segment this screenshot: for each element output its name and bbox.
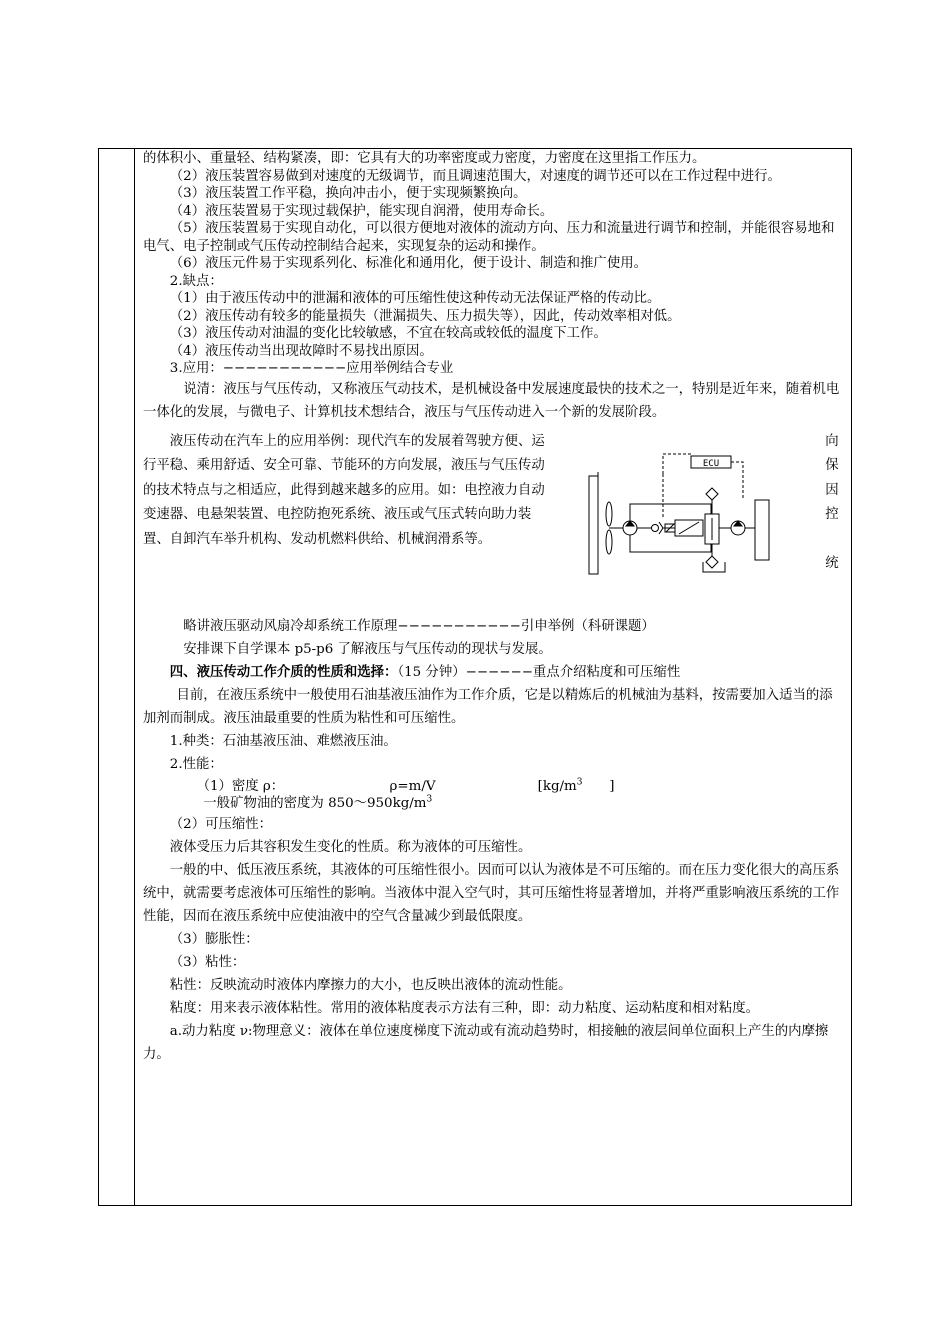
compress-heading: （2）可压缩性： bbox=[169, 816, 273, 832]
ecu-signal-right bbox=[731, 462, 743, 500]
car-application-text: 液压传动在汽车上的应用举例：现代汽车的发展着驾驶方便、运行平稳、乘用舒适、安全可靠、节能环的方向发展，液压与气压传动的技术特点与之相适应，此得到越来越多的应用。如：电控液力自动变速器、电悬架装置、电控防抱死系统、液压或气压式转向助力装置、自卸汽车举升机构、发动机燃料供给、机械润滑系等。 bbox=[143, 433, 545, 547]
ecu-signal-left bbox=[663, 454, 691, 474]
section-4-title: 四、液压传动工作介质的性质和选择： bbox=[169, 663, 398, 680]
kinds-line: 1.种类：石油基液压油、难燃液压油。 bbox=[169, 733, 397, 749]
adv-item-5: （5）液压装置易于实现自动化，可以很方便地对液体的流动方向、压力和流量进行调节和控制，并能很容易地和电气、电子控制或气压传动控制结合起来，实现复杂的运动和操作。 bbox=[143, 221, 835, 254]
density-note bbox=[143, 795, 846, 813]
hydraulic-fan-diagram bbox=[583, 452, 773, 577]
overflow-char: 因 bbox=[825, 482, 839, 498]
adv-item-2: （2）液压装置容易做到对速度的无级调节，而且调速范围大，对速度的调节还可以在工作过程中进行。 bbox=[169, 168, 781, 184]
filter-upper-icon bbox=[706, 488, 718, 500]
viscosity-degree: 粘度：用来表示液体粘性。常用的液体粘度表示方法有三种，即：动力粘度、运动粘度和相对粘度。 bbox=[169, 1000, 759, 1016]
overflow-char: 保 bbox=[825, 458, 839, 473]
disadv-item-4: （4）液压传动当出现故障时不易找出原因。 bbox=[169, 343, 433, 359]
density-label: （1）密度 ρ： bbox=[196, 778, 285, 794]
content-cell bbox=[143, 150, 846, 1066]
radiator-shape bbox=[589, 476, 598, 574]
explain-para: 说清：液压与气压传动，又称液压气动技术，是机械设备中发展速度最快的技术之一，特别是近年来，随着机电一体化的发展，与微电子、计算机技术想结合，液压与气压传动进入一个新的发展阶段。 bbox=[143, 381, 840, 420]
fan-blade-lower bbox=[606, 530, 612, 554]
overflow-char bbox=[824, 528, 840, 553]
expand-heading: （3）膨胀性： bbox=[169, 931, 259, 947]
density-note-sup: 3 bbox=[426, 794, 433, 805]
disadv-item-3: （3）液压传动对油温的变化比较敏感，不宜在较高或较低的温度下工作。 bbox=[169, 326, 607, 341]
ecu-label: ECU bbox=[702, 458, 720, 469]
overflow-char: 控 bbox=[825, 507, 839, 522]
adv-item-4: （4）液压装置易于实现过载保护，能实现自润滑，使用寿命长。 bbox=[169, 203, 554, 219]
density-unit bbox=[484, 778, 614, 796]
density-formula: ρ=m/V bbox=[389, 778, 436, 794]
compress-paragraph: 一般的中、低压液压系统，其液体的可压缩性很小。因而可以认为液体是不可压缩的。而在压力变化很大的高压系统中，就需要考虑液体可压缩性的影响。当液体中混入空气时，其可压缩性将显著增加，并将严重影响液压系统的工作性能，因而在液压系统中应使油液中的空气含量减少到最低限度。 bbox=[143, 862, 840, 924]
filter-lower-icon bbox=[706, 556, 718, 568]
app-heading: 3.应用：−−−−−−−−−−−应用举例结合专业 bbox=[169, 361, 454, 376]
car-application-block bbox=[143, 430, 846, 615]
adv-item-3: （3）液压装置工作平稳，换向冲击小，便于实现频繁换向。 bbox=[169, 186, 527, 201]
line-return-bottom bbox=[630, 535, 711, 552]
tank-symbol bbox=[703, 562, 725, 572]
density-line bbox=[143, 778, 846, 796]
density-unit-text: [kg/m bbox=[537, 778, 577, 794]
table-column-divider bbox=[134, 148, 135, 1206]
adv-item-6: （6）液压元件易于实现系列化、标准化和通用化，便于设计、制造和推广使用。 bbox=[169, 256, 647, 271]
disadv-item-2: （2）液压传动有较多的能量损失（泄漏损失、压力损失等），因此，传动效率相对低。 bbox=[169, 308, 681, 324]
dynamic-viscosity: a.动力粘度 ν:物理意义：液体在单位速度梯度下流动或有流动趋势时，相接触的液层间单位面积上产生的内摩擦力。 bbox=[143, 1023, 829, 1062]
selfstudy-note: 安排课下自学课本 p5-p6 了解液压与气压传动的现状与发展。 bbox=[183, 641, 552, 657]
car-application-overflow-chars bbox=[824, 430, 840, 577]
disadv-item-1: （1）由于液压传动中的泄漏和液体的可压缩性使这种传动无法保证严格的传动比。 bbox=[169, 291, 661, 306]
density-unit-sup: 3 bbox=[576, 777, 583, 788]
viscosity-heading: （3）粘性： bbox=[169, 954, 246, 970]
section-4-note: （15 分钟）−−−−−−重点介绍粘度和可压缩性 bbox=[397, 664, 681, 680]
disadv-heading: 2.缺点： bbox=[169, 273, 223, 289]
section-4-heading bbox=[143, 661, 846, 684]
overflow-char: 向 bbox=[825, 433, 839, 449]
engine-block bbox=[755, 500, 769, 560]
fan-blade-upper bbox=[606, 502, 612, 526]
viscosity-definition: 粘性：反映流动时液体内摩擦力的大小，也反映出液体的流动性能。 bbox=[169, 977, 572, 993]
fan-note: 略讲液压驱动风扇冷却系统工作原理−−−−−−−−−−−引申举例（科研课题） bbox=[183, 618, 655, 634]
props-heading: 2.性能： bbox=[169, 756, 223, 772]
density-note-text: 一般矿物油的密度为 850～950kg/m bbox=[203, 796, 427, 811]
check-valve-seat bbox=[659, 522, 663, 534]
check-valve-ball bbox=[652, 524, 659, 531]
line-return-top bbox=[630, 504, 711, 521]
compress-definition: 液体受压力后其容积发生变化的性质。称为液体的可压缩性。 bbox=[169, 839, 532, 855]
valve-arrow bbox=[679, 522, 699, 534]
density-unit-end: ] bbox=[609, 778, 615, 794]
para-continuation: 的体积小、重量轻、结构紧凑，即：它具有大的功率密度或力密度，力密度在这里指工作压力。 bbox=[143, 151, 706, 166]
medium-intro: 目前，在液压系统中一般使用石油基液压油作为工作介质，它是以精炼后的机械油为基料，按需要加入适当的添加剂而制成。液压油最重要的性质为粘性和可压缩性。 bbox=[143, 687, 833, 726]
overflow-char: 统 bbox=[825, 556, 839, 571]
